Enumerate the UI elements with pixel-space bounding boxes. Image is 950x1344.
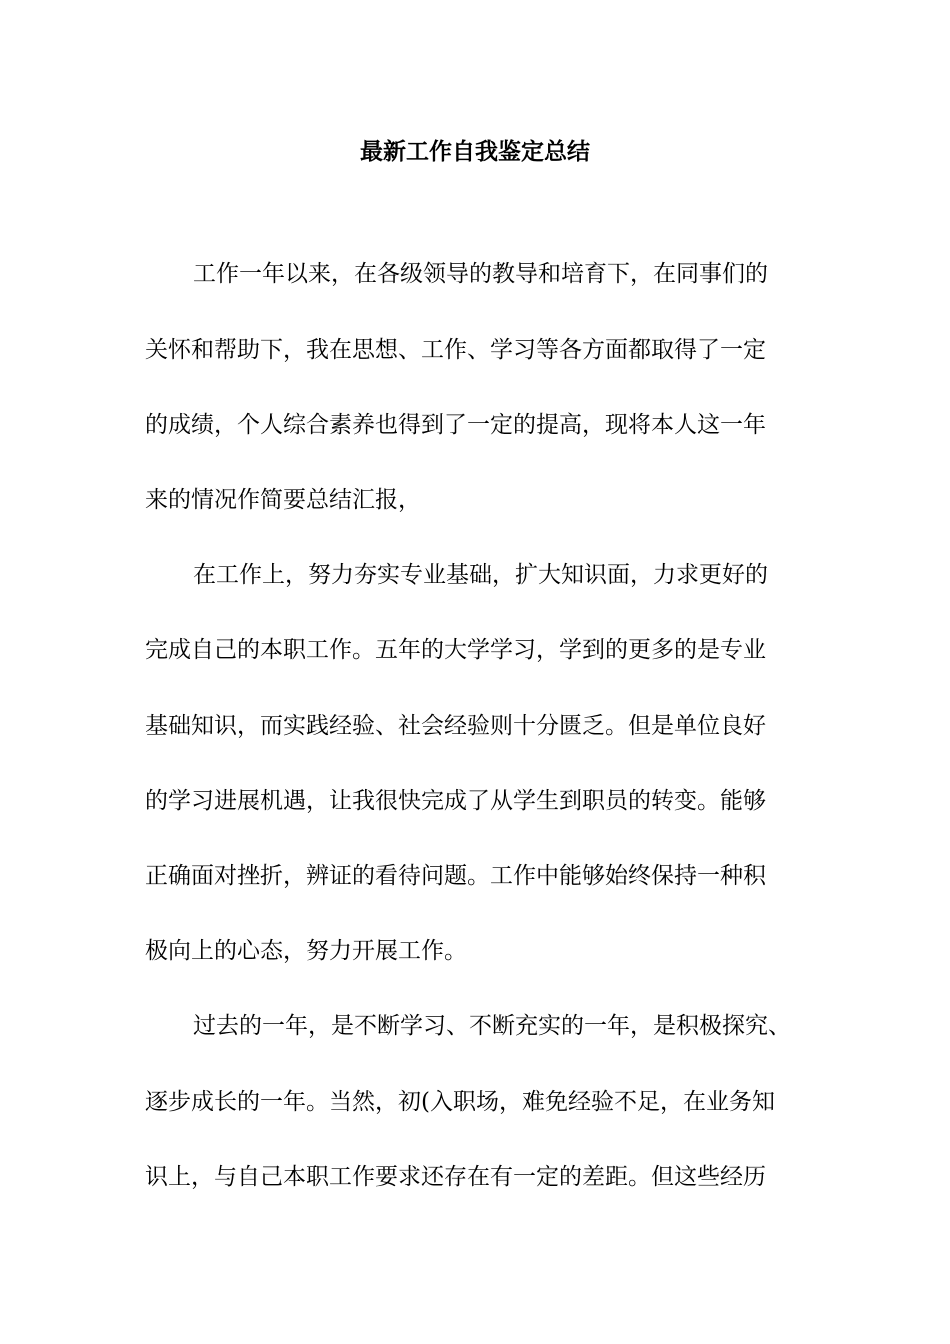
paragraph-2-line-2: 完成自己的本职工作。五年的大学学习，学到的更多的是专业 xyxy=(145,637,766,663)
paragraph-3-line-1: 过去的一年，是不断学习、不断充实的一年，是积极探究、 xyxy=(193,1013,791,1039)
document-title: 最新工作自我鉴定总结 xyxy=(360,138,590,165)
paragraph-3-line-3: 识上，与自己本职工作要求还存在有一定的差距。但这些经历 xyxy=(145,1164,766,1190)
paragraph-2-line-1: 在工作上，努力夯实专业基础，扩大知识面，力求更好的 xyxy=(193,562,768,588)
paragraph-2-line-3: 基础知识，而实践经验、社会经验则十分匮乏。但是单位良好 xyxy=(145,713,766,739)
paragraph-1-line-4: 来的情况作简要总结汇报， xyxy=(145,487,421,513)
paragraph-2-line-4: 的学习进展机遇，让我很快完成了从学生到职员的转变。能够 xyxy=(145,788,766,814)
paragraph-1-line-2: 关怀和帮助下，我在思想、工作、学习等各方面都取得了一定 xyxy=(145,337,766,363)
paragraph-2-line-5: 正确面对挫折，辨证的看待问题。工作中能够始终保持一种积 xyxy=(145,863,766,889)
paragraph-1-line-3: 的成绩，个人综合素养也得到了一定的提高，现将本人这一年 xyxy=(145,412,766,438)
paragraph-3-line-2: 逐步成长的一年。当然，初(入职场，难免经验不足，在业务知 xyxy=(145,1089,775,1115)
paragraph-2-line-6: 极向上的心态，努力开展工作。 xyxy=(145,938,467,964)
paragraph-1-line-1: 工作一年以来，在各级领导的教导和培育下，在同事们的 xyxy=(193,261,768,287)
